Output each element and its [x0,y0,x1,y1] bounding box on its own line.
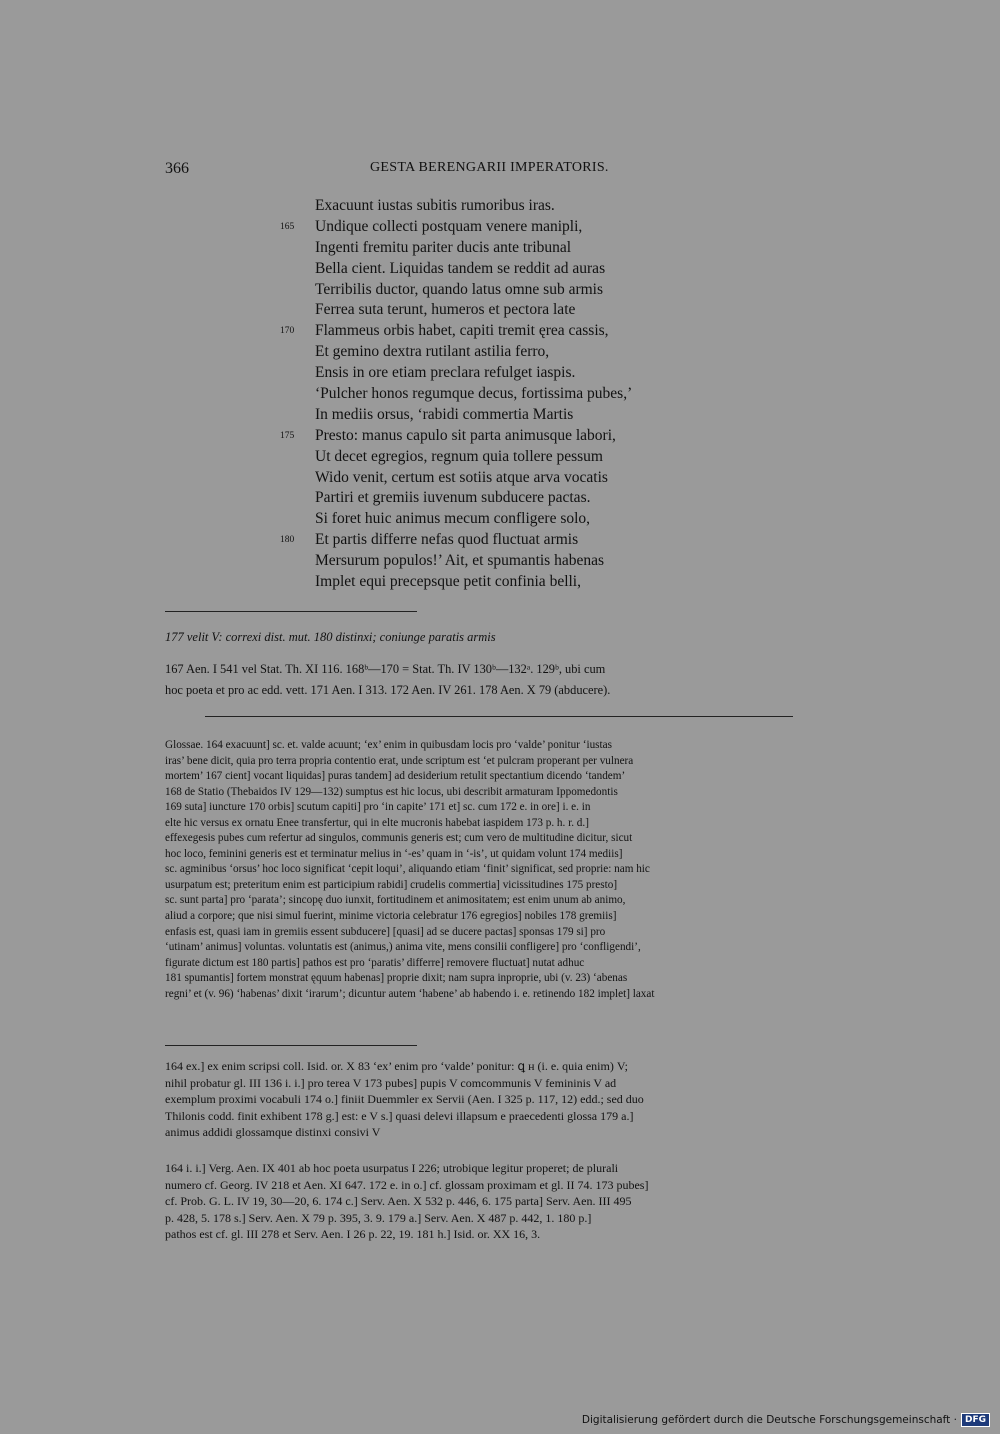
verse-number: 170 [280,326,295,337]
gloss-line: Glossae. 164 exacuunt] sc. et. valde acuunt; ‘ex’ enim in quibusdam locis pro ‘valde’ ponitur ‘iustas [165,739,612,751]
verse-line [280,259,800,280]
apparatus-line: Thilonis codd. finit exhibent 178 g.] est: e V s.] quasi delevi illapsum e praecedenti glossa 179 a.] [165,1108,634,1123]
verse-line [280,509,800,530]
verse-line [280,488,800,509]
sources-apparatus [165,659,837,701]
verse-text: Bella cient. Liquidas tandem se reddit ad auras [315,259,606,277]
gloss-apparatus [165,1058,837,1141]
verse-text: Wido venit, certum est sotiis atque arva vocatis [315,468,608,486]
gloss-line: effexegesis pubes cum refertur ad singulos, communis generis est; cum vero de multitudine dicitur, sicut [165,832,633,845]
gloss-line: ‘utinam’ animus] voluntas. voluntatis est (animus,) anima vite, mens consilii confligere] pro ‘confligendi’, [165,941,641,954]
verse-text: Et gemino dextra rutilant astilia ferro, [315,343,550,361]
glossae-block [165,738,837,1002]
verse-line [280,384,800,405]
apparatus-line: 177 velit V: correxi dist. mut. 180 distinxi; coniunge paratis armis [165,630,496,644]
divider [165,611,417,612]
gloss-line: aliud a corpore; que nisi simul fuerint, minime victoria celebratur 176 egregios] nobiles 178 gremiis] [165,910,617,923]
footer [582,1412,990,1428]
source-line: pathos est cf. gl. III 278 et Serv. Aen. I 26 p. 22, 19. 181 h.] Isid. or. XX 16, 3. [165,1227,541,1241]
verse-text: Partiri et gremiis iuvenum subducere pactas. [315,489,591,507]
verse-line [280,572,800,593]
verse-line [280,468,800,489]
verse-text: Implet equi precepsque petit confinia belli, [315,573,581,591]
verse-line [280,447,800,468]
divider [165,1045,417,1046]
gloss-line: 168 de Statio (Thebaidos IV 129—132) sumptus est hic locus, ubi describit armaturam Ippomedontis [165,785,618,798]
verse-text: In mediis orsus, ‘rabidi commertia Martis [315,405,574,423]
apparatus-line: 164 ex.] ex enim scripsi coll. Isid. or. X 83 ‘ex’ enim pro ‘valde’ ponitur: ꝗ н (i. e. quia enim) V; [165,1059,628,1073]
verse-number: 175 [280,430,295,441]
gloss-line: usurpatum est; preteritum enim est participium rabidi] crudelis commertia] vicissitudines 175 presto] [165,878,618,891]
sources-line: 167 Aen. I 541 vel Stat. Th. XI 116. 168ᵇ—170 = Stat. Th. IV 130ᵇ—132ᵃ. 129ᵇ, ubi cum [165,662,606,676]
verse-line [280,238,800,259]
gloss-line: mortem’ 167 cient] vocant liquidas] puras tandem] ad desiderium retulit spectantium dicendo ‘tandem’ [165,770,626,783]
verse-text: Ferrea suta terunt, humeros et pectora late [315,301,576,319]
verse-line [280,363,800,384]
source-line: cf. Prob. G. L. IV 19, 30—20, 6. 174 c.] Serv. Aen. X 532 p. 446, 6. 175 parta] Serv. Aen. III 495 [165,1194,632,1208]
page-header [165,160,835,184]
verse-line [280,342,800,363]
gloss-line: 169 suta] iuncture 170 orbis] scutum capiti] pro ‘in capite’ 171 et] sc. cum 172 e. in ore] i. e. in [165,801,591,814]
verse-text: Presto: manus capulo sit parta animusque labori, [315,426,616,444]
verse-text: Ut decet egregios, regnum quia tollere pessum [315,447,603,465]
gloss-line: figurate dictum est 180 partis] pathos est pro ‘paratis’ differre] removere fluctuat] nutat adhuc [165,956,585,969]
verse-line [280,551,800,572]
verse-text: Ingenti fremitu pariter ducis ante tribunal [315,238,572,256]
verse-text: Si foret huic animus mecum confligere solo, [315,510,591,528]
verse-text: Et partis differre nefas quod fluctuat armis [315,531,579,549]
footer-credit: Digitalisierung gefördert durch die Deutsche Forschungsgemeinschaft · [581,1414,957,1426]
verse-line [280,280,800,301]
verse-number: 180 [280,535,295,546]
verse-line [280,530,800,551]
source-line: 164 i. i.] Verg. Aen. IX 401 ab hoc poeta usurpatus I 226; utrobique legitur properet; de plurali [165,1161,619,1175]
verse-text: Undique collecti postquam venere manipli, [315,217,583,235]
apparatus-line: exemplum proximi vocabuli 174 o.] finiit Duemmler ex Servii (Aen. I 325 p. 117, 12) edd.; sed duo [165,1092,644,1106]
sources-line: hoc poeta et pro ac edd. vett. 171 Aen. I 313. 172 Aen. IV 261. 178 Aen. X 79 (abducere). [165,683,611,697]
gloss-line: iras’ bene dicit, quia pro terra propria contentio erat, unde scriptum est ‘et pulcram properant per vulnera [165,754,634,767]
verse-block [280,196,800,593]
critical-apparatus [165,628,837,646]
verse-line [280,426,800,447]
verse-text: Ensis in ore etiam preclara refulget iaspis. [315,364,576,382]
verse-text: ‘Pulcher honos regumque decus, fortissima pubes,’ [315,385,633,403]
verse-text: Exacuunt iustas subitis rumoribus iras. [315,197,555,214]
gloss-line: sc. agminibus ‘orsus’ hoc loco significat ‘cepit loqui’, aliquando etiam ‘finit’ significat, sed proprie: nam hic [165,863,650,876]
dfg-logo-icon: DFG [961,1413,990,1427]
verse-line [280,196,800,217]
verse-text: Flammeus orbis habet, capiti tremit ęrea cassis, [315,322,609,340]
gloss-sources [165,1160,837,1243]
gloss-line: regni’ et (v. 96) ‘habenas’ dixit ‘irarum’; dicuntur autem ‘habene’ ab habendo i. e. retinendo 182 implet] laxat [165,987,655,1000]
gloss-line: 181 spumantis] fortem monstrat ęquum habenas] proprie dixit; nam supra inproprie, ubi (v. 23) ‘abenas [165,972,628,985]
gloss-line: enfasis est, quasi iam in gremiis essent subducere] [quasi] ad se ducere pactas] sponsas 179 si] pro [165,925,606,938]
verse-line [280,405,800,426]
page-number: 366 [165,160,189,177]
verse-text: Terribilis ductor, quando latus omne sub armis [315,280,604,298]
verse-line [280,300,800,321]
source-line: numero cf. Georg. IV 218 et Aen. XI 647. 172 e. in o.] cf. glossam proximam et gl. II 74. 173 pubes] [165,1177,649,1192]
apparatus-line: animus addidi glossamque distinxi consivi V [165,1125,381,1139]
source-line: p. 428, 5. 178 s.] Serv. Aen. X 79 p. 395, 3. 9. 179 a.] Serv. Aen. X 487 p. 442, 1. 180 p.] [165,1210,592,1225]
verse-text: Mersurum populos!’ Ait, et spumantis habenas [315,552,605,570]
gloss-line: elte hic versus ex ornatu Enee transfertur, qui in elte mucronis habebat iaspidem 173 p. h. r. d.] [165,816,589,829]
gloss-line: sc. sunt parta] pro ‘parata’; sincopę duo iunxit, fortitudinem et animositatem; est enim unum ab animo, [165,894,626,907]
verse-number: 165 [280,221,295,232]
divider [205,716,793,717]
gloss-line: hoc loco, feminini generis est et terminatur melius in ‘-es’ quam in ‘-is’, ut quidam volunt 174 mediis] [165,847,623,860]
running-title: GESTA BERENGARII IMPERATORIS. [370,160,609,175]
verse-line [280,321,800,342]
verse-line [280,217,800,238]
apparatus-line: nihil probatur gl. III 136 i. i.] pro terea V 173 pubes] pupis V comcommunis V femininis V ad [165,1075,617,1090]
